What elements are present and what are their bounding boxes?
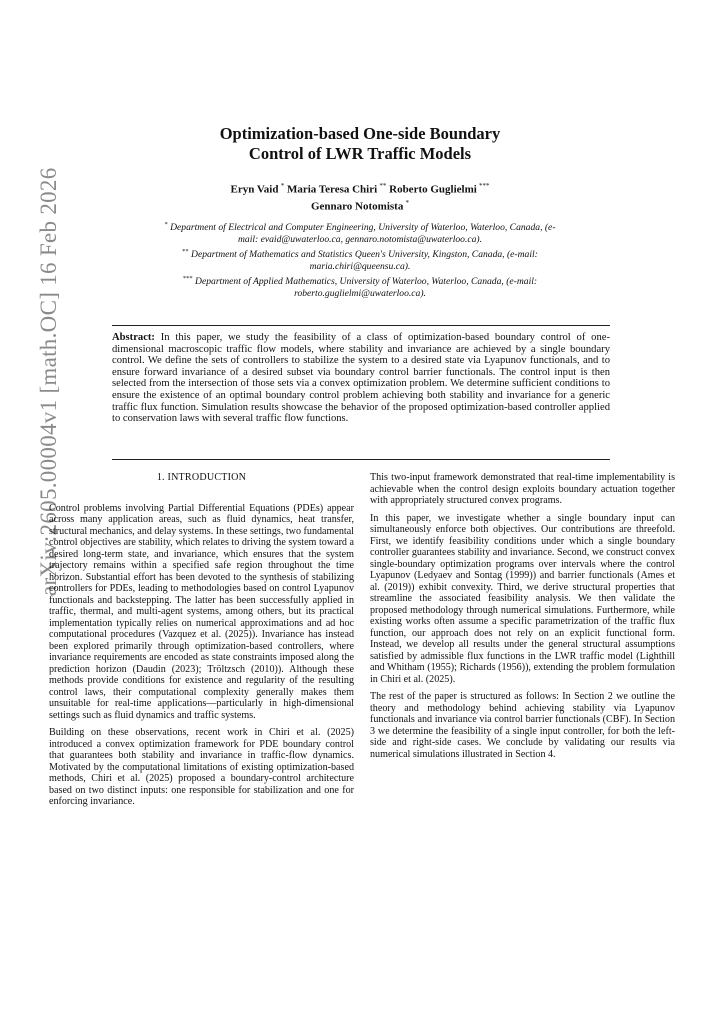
affiliation-mark: *** xyxy=(182,274,193,282)
affiliation-item xyxy=(160,273,560,300)
abstract-label: Abstract: xyxy=(112,332,155,343)
author-name: Gennaro Notomista xyxy=(310,200,404,213)
affiliation-text: Department of Mathematics and Statistics Queen's University, Kingston, Canada, (e-mail: maria.chiri@queensu.ca). xyxy=(191,248,538,272)
affiliation-item xyxy=(160,219,560,246)
right-column xyxy=(370,472,675,766)
author-line-1 xyxy=(150,180,570,197)
affiliations xyxy=(160,219,560,299)
affiliation-mark: ** xyxy=(182,247,189,255)
body-paragraph: Control problems involving Partial Differential Equations (PDEs) appear across many application areas, such as fluid dynamics, heat transfer, structural mechanics, and delay systems. In these settings, two fundamental control objectives are stability, which relates to driving the system toward a desired long-term state, and invariance, which ensures that the system trajectory remains within a specified safe region throughout the time horizon. Substantial effort has been devoted to the synthesis of stabilizing controllers for PDEs, leading to methodologies based on control Lyapunov functionals and backstepping. The latter has been successfully applied in traffic, thermal, and multi-agent systems, among others, but its practical implementation typically relies on numerical approximations and ad hoc computational procedures (Vazquez et al. (2025)). Invariance has instead been explored primarily through optimization-based controllers, where invariance requirements are encoded as state constraints imposed along the prediction horizon (Daudin (2023); Tröltzsch (2010)). Although these methods provide conditions for existence and regularity of the resulting control laws, their computational complexity generally makes them unsuitable for real-time applications—particularly in high-dimensional settings such as fluid dynamics and traffic systems. xyxy=(49,502,354,721)
author-line-2 xyxy=(150,197,570,214)
body-paragraph: The rest of the paper is structured as follows: In Section 2 we outline the theory and methodology behind achieving stability via Lyapunov functionals and invariance via control barrier functionals (CBF). In Section 3 we determine the feasibility of a single input controller, for both the left-side and right-side cases. We conclude by validating our results via numerical simulations illustrated in Section 4. xyxy=(370,691,675,760)
author-name: Maria Teresa Chiri xyxy=(286,183,378,196)
paper-title xyxy=(170,124,550,164)
author-mark: * xyxy=(405,198,410,207)
body-paragraph: In this paper, we investigate whether a single boundary input can simultaneously enforce both objectives. Our contributions are threefold. First, we identify feasibility conditions under which a single boundary controller guarantees stability and invariance. Second, we construct convex single-boundary optimization programs over intervals where the control Lyapunov (Ledyaev and Sontag (1999)) and barrier functionals (Ames et al. (2019)) exhibit convexity. Third, we derive structural properties that streamline the associated feasibility analysis. We then validate the proposed methodology through numerical simulations. Furthermore, while existing works often assume a specific parametrization of the traffic flux function, our approach does not rely on an explicit functional form. Instead, we develop all results under the general structural assumptions satisfied by admissible flux functions in the LWR traffic model (Lighthill and Whitham (1955); Richards (1956)), extending the problem formulation in Chiri et al. (2025). xyxy=(370,512,675,685)
title-line-2: Control of LWR Traffic Models xyxy=(248,144,472,163)
arxiv-identifier-stamp: arXiv:2605.00004v1 [math.OC] 16 Feb 2026 xyxy=(36,167,61,596)
author-list xyxy=(150,180,570,213)
author-name: Eryn Vaid xyxy=(230,183,279,196)
abstract-top-rule xyxy=(112,325,610,326)
affiliation-text: Department of Electrical and Computer Engineering, University of Waterloo, Waterloo, Canada, (e-mail: evaid@uwaterloo.ca, gennaro.notomista@uwaterloo.ca). xyxy=(170,222,556,245)
abstract-bottom-rule xyxy=(112,459,610,460)
affiliation-mark: * xyxy=(164,221,168,228)
section-heading: 1. INTRODUCTION xyxy=(156,472,247,483)
author-mark: * xyxy=(280,182,285,190)
body-paragraph: Building on these observations, recent work in Chiri et al. (2025) introduced a convex optimization framework for PDE boundary control that guarantees both stability and invariance in traffic-flow dynamics. Motivated by the computational limitations of existing optimization-based methods, Chiri et al. (2025) proposed a boundary-control architecture based on two distinct inputs: one responsible for stabilization and one for enforcing invariance. xyxy=(49,727,354,807)
author-mark: *** xyxy=(479,182,490,190)
body-paragraph: This two-input framework demonstrated that real-time implementability is achievable when the control design exploits boundary actuation together with appropriately structured convex programs. xyxy=(370,472,675,506)
author-name: Roberto Guglielmi xyxy=(389,183,477,196)
affiliation-item xyxy=(160,246,560,273)
abstract xyxy=(112,332,610,425)
author-mark: ** xyxy=(379,182,387,190)
left-column xyxy=(49,472,354,814)
title-line-1: Optimization-based One-side Boundary xyxy=(219,124,501,143)
affiliation-text: Department of Applied Mathematics, University of Waterloo, Waterloo, Canada, (e-mail: roberto.guglielmi@uwaterloo.ca). xyxy=(195,275,538,299)
abstract-text: In this paper, we study the feasibility of a class of optimization-based boundary control of one-dimensional macroscopic traffic flow models, where stability and invariance are achieved by a single boundary control. We define the sets of controllers to stabilize the system to a desired state via Lyapunov functionals, and to ensure forward invariance of a desired subset via boundary control barrier functionals. The control input is then selected from the intersection of those sets via a convex optimization problem. We determine sufficient conditions to ensure the existence of an optimal boundary control problem achieving both stability and invariance for a generic traffic flux function. Simulation results showcase the behavior of the proposed optimization-based controller applied to conservation laws with several traffic flow functions. xyxy=(112,332,610,425)
